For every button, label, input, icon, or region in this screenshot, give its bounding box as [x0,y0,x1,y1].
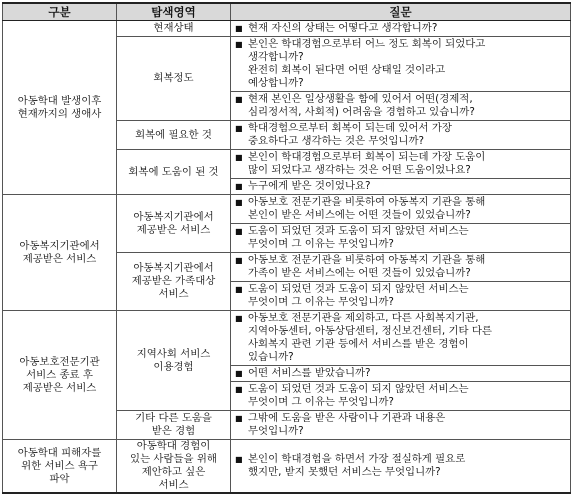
area-cell [117,121,231,150]
text-line: 학대경험으로부터 회복이 되는데 있어서 가장 [248,122,452,134]
header-area: 탐색영역 [117,3,231,21]
text-line: 아동보호전문기관 [19,355,100,368]
text-line: 예상합니까? [248,77,304,89]
text-line: 아동복지기관에서 [133,262,214,274]
question-text [248,412,566,438]
area-cell [117,37,231,121]
bullet-square-icon: ■ [235,314,243,323]
text-line: 무엇이며 그 이유는 무엇입니까? [248,396,394,408]
text-line: 회복에 필요한 것 [135,128,212,141]
text-line: 아동학대 발생이후 [17,94,102,107]
text-line: 본인이 받은 서비스에는 어떤 것들이 있었습니까? [248,209,471,221]
question-cell [231,224,571,253]
text-line: 서비스 [158,479,189,491]
text-line: 회복정도 [153,72,194,84]
question-cell [231,37,571,92]
text-line: 무엇입니까? [248,425,304,437]
question-text [248,367,566,380]
question-text [248,283,566,309]
text-line: 기타 다른 도움을 [135,412,212,424]
bullet-square-icon: ■ [235,369,243,378]
text-line: 아동복지기관에서 [19,239,100,252]
bullet-square-icon: ■ [235,153,243,162]
category-cell [3,195,117,311]
question-cell [231,411,571,440]
text-line: 현재 본인은 일상생활을 함에 있어서 어떤(경제적, [248,93,473,105]
area-cell [117,150,231,195]
text-line: 중요하다고 생각하는 것은 무엇입니까? [248,135,425,147]
bullet-square-icon: ■ [235,95,243,104]
category-cell [3,21,117,195]
text-line: 있는 사람들을 위해 [130,453,217,465]
text-line: 지역사회 서비스 [136,347,211,360]
header-row [3,3,571,21]
question-text [248,196,566,222]
question-text [248,22,566,35]
question-text [248,93,566,119]
text-line: 도움이 되었던 것과 도움이 되지 않았던 서비스는 [248,225,469,237]
text-line: 무엇이며 그 이유는 무엇입니까? [248,238,394,250]
text-line: 심리정서적, 사회적) 어려움을 경험하고 있습니까? [248,106,475,118]
question-text [248,453,566,479]
question-text [248,312,566,364]
text-line: 그밖에 도움을 받은 사람이나 기관과 내용은 [248,412,446,424]
text-line: 생각합니까? [248,51,304,63]
table-row [3,311,571,366]
text-line: 현재까지의 생애사 [17,107,102,120]
text-line: 있습니까? [248,351,294,363]
text-line: 아동보호 전문기관을 비롯하여 아동복지 기관을 통해 [248,254,486,266]
question-cell [231,92,571,121]
bullet-square-icon: ■ [235,256,243,265]
area-cell [117,440,231,494]
question-cell [231,21,571,37]
question-text [248,38,566,90]
question-cell [231,311,571,366]
text-line: 제공받은 서비스 [22,252,97,265]
text-line: 아동복지기관에서 [133,210,214,223]
text-line: 서비스 종료 후 [26,368,93,381]
question-text [248,180,566,193]
category-cell [3,311,117,440]
text-line: 가족이 받은 서비스에는 어떤 것들이 있었습니까? [248,267,471,279]
interview-question-table [2,2,571,494]
text-line: 누구에게 받은 것이었나요? [248,180,371,192]
text-line: 완전히 회복이 된다면 어떤 상태일 것이라고 [248,64,446,76]
text-line: 도움이 되었던 것과 도움이 되지 않았던 서비스는 [248,283,469,295]
text-line: 아동보호 전문기관을 제외하고, 다른 사회복지기관, [248,312,479,324]
bullet-square-icon: ■ [235,182,243,191]
bullet-square-icon: ■ [235,227,243,236]
table-row [3,440,571,494]
text-line: 위한 서비스 욕구 [21,459,98,472]
bullet-square-icon: ■ [235,198,243,207]
bullet-square-icon: ■ [235,24,243,33]
text-line: 회복에 도움이 된 것 [128,165,219,178]
text-line: 많이 되었다고 생각하는 것은 어떤 도움이었나요? [248,164,471,176]
table-row [3,195,571,224]
category-cell [3,440,117,494]
question-cell [231,366,571,382]
text-line: 아동학대 경험이 [136,440,211,452]
question-text [248,151,566,177]
text-line: 어떤 서비스를 받았습니까? [248,367,371,379]
bullet-square-icon: ■ [235,124,243,133]
question-cell [231,179,571,195]
area-cell [117,411,231,440]
text-line: 이용경험 [153,360,194,373]
text-line: 받은 경험 [151,425,196,437]
header-question: 질문 [231,3,571,21]
question-cell [231,195,571,224]
text-line: 본인이 학대경험으로부터 회복이 되는데 가장 도움이 [248,151,486,163]
text-line: 제공받은 서비스 [136,223,211,236]
area-cell [117,195,231,253]
text-line: 아동학대 피해자를 [17,446,102,459]
question-cell [231,121,571,150]
text-line: 현재 자신의 상태는 어떻다고 생각합니까? [248,22,438,34]
bullet-square-icon: ■ [235,414,243,423]
text-line: 서비스 [158,288,189,300]
text-line: 현재상태 [153,22,194,34]
table-row [3,21,571,37]
text-line: 본인은 학대경험으로부터 어느 정도 회복이 되었다고 [248,38,486,50]
header-category: 구분 [3,3,117,21]
question-cell [231,440,571,494]
text-line: 제공받은 서비스 [22,381,97,394]
question-text [248,254,566,280]
question-cell [231,253,571,282]
text-line: 무엇이며 그 이유는 무엇입니까? [248,296,394,308]
text-line: 도움이 되었던 것과 도움이 되지 않았던 서비스는 [248,383,469,395]
bullet-square-icon: ■ [235,40,243,49]
bullet-square-icon: ■ [235,385,243,394]
question-cell [231,382,571,411]
text-line: 사회복지 관련 기관 등에서 서비스를 받은 경험이 [248,338,469,350]
text-line: 지역아동센터, 아동상담센터, 정신보건센터, 기타 다른 [248,325,492,337]
bullet-square-icon: ■ [235,285,243,294]
question-cell [231,150,571,179]
text-line: 제안하고 싶은 [141,466,206,478]
text-line: 제공받은 가족대상 [131,275,216,287]
text-line: 파악 [49,472,70,485]
question-cell [231,282,571,311]
text-line: 본인이 학대경험을 하면서 가장 절실하게 필요로 [248,453,466,465]
bullet-square-icon: ■ [235,455,243,464]
area-cell [117,253,231,311]
text-line: 아동보호 전문기관을 비롯하여 아동복지 기관을 통해 [248,196,486,208]
question-text [248,383,566,409]
text-line: 했지만, 받지 못했던 서비스는 무엇입니까? [248,466,441,478]
question-text [248,225,566,251]
question-text [248,122,566,148]
area-cell [117,311,231,411]
area-cell [117,21,231,37]
